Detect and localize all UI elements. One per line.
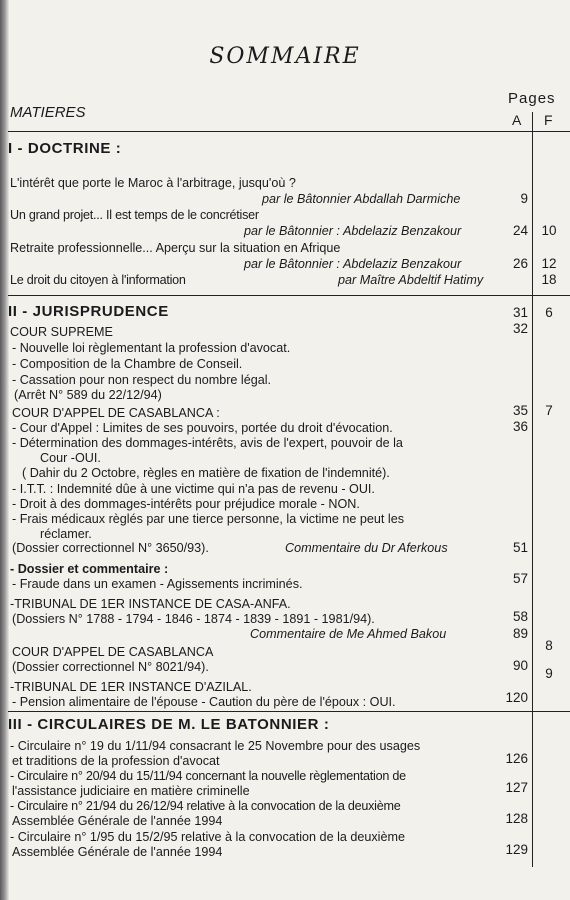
cour-appel-2-heading: COUR D'APPEL DE CASABLANCA <box>12 645 214 659</box>
circular-line: l'assistance judiciaire en matière criminelle <box>12 784 250 798</box>
entry-line: (Arrêt N° 589 du 22/12/94) <box>14 388 162 402</box>
page-a: 9 <box>520 191 528 206</box>
circular-line: Assemblée Générale de l'année 1994 <box>12 845 223 859</box>
pages-header: Pages <box>508 90 556 107</box>
tribunal-anfa-heading: -TRIBUNAL DE 1ER INSTANCE DE CASA-ANFA. <box>10 597 291 611</box>
page-f: 18 <box>541 272 557 287</box>
doctrine-title: Le droit du citoyen à l'information <box>10 273 186 287</box>
page-a: 32 <box>512 321 528 336</box>
entry-line: - I.T.T. : Indemnité dûe à une victime qui n'a pas de revenu - OUI. <box>12 482 375 496</box>
entry-line: - Détermination des dommages-intérêts, avis de l'expert, pouvoir de la <box>12 436 403 450</box>
cour-appel-heading: COUR D'APPEL DE CASABLANCA : <box>12 406 220 420</box>
circular-line: - Circulaire n° 1/95 du 15/2/95 relative à la convocation de la deuxième <box>10 830 405 844</box>
entry-line: (Dossier correctionnel N° 3650/93). <box>12 541 209 555</box>
entry-line: - Pension alimentaire de l'épouse - Caution du père de l'époux : OUI. <box>12 695 396 709</box>
entry-line: - Composition de la Chambre de Conseil. <box>12 357 243 371</box>
commentary-credit: Commentaire de Me Ahmed Bakou <box>250 627 447 641</box>
page-a: 128 <box>505 811 528 826</box>
section-circulaires-heading: III - CIRCULAIRES DE M. LE BATONNIER : <box>8 716 330 733</box>
section-jurisprudence-heading: II - JURISPRUDENCE <box>8 303 169 320</box>
header-rule <box>8 131 570 132</box>
entry-line: (Dossiers N° 1788 - 1794 - 1846 - 1874 - 1839 - 1891 - 1981/94). <box>12 612 375 626</box>
page-a: 58 <box>512 609 528 624</box>
entry-line: - Cour d'Appel : Limites de ses pouvoirs, portée du droit d'évocation. <box>12 421 393 435</box>
page-a: 26 <box>512 256 528 271</box>
page-a: 90 <box>512 658 528 673</box>
page-f: 7 <box>545 403 553 418</box>
entry-line: (Dossier correctionnel N° 8021/94). <box>12 660 209 674</box>
commentary-credit: Commentaire du Dr Aferkous <box>285 541 448 555</box>
tribunal-azilal-heading: -TRIBUNAL DE 1ER INSTANCE D'AZILAL. <box>10 680 252 694</box>
page-f: 10 <box>541 223 557 238</box>
page-a: 129 <box>505 842 528 857</box>
page-f: 6 <box>545 305 553 320</box>
doctrine-author: par le Bâtonnier Abdallah Darmiche <box>262 192 461 206</box>
section-rule <box>8 711 570 712</box>
entry-line: Cour -OUI. <box>40 451 101 465</box>
page-a: 31 <box>512 305 528 320</box>
page-a: 127 <box>505 780 528 795</box>
page-f: 9 <box>545 666 553 681</box>
column-f-header: F <box>544 112 553 128</box>
page-a: 24 <box>512 223 528 238</box>
doctrine-title: Un grand projet... Il est temps de le concrétiser <box>10 208 259 222</box>
entry-line: - Frais médicaux règlés par une tierce personne, la victime ne peut les <box>12 512 404 526</box>
column-a-header: A <box>512 112 522 128</box>
entry-line: - Fraude dans un examen - Agissements incriminés. <box>12 577 303 591</box>
circular-line: - Circulaire n° 20/94 du 15/11/94 concernant la nouvelle règlementation de <box>10 769 406 783</box>
doctrine-author: par le Bâtonnier : Abdelaziz Benzakour <box>244 224 462 238</box>
entry-line: - Cassation pour non respect du nombre légal. <box>12 373 272 387</box>
circular-line: et traditions de la profession d'avocat <box>12 754 220 768</box>
column-divider <box>532 112 533 867</box>
entry-line: - Nouvelle loi règlementant la profession d'avocat. <box>12 341 291 355</box>
matieres-header: MATIERES <box>10 104 86 121</box>
cour-supreme-heading: COUR SUPREME <box>10 325 113 339</box>
entry-line: ( Dahir du 2 Octobre, règles en matière de fixation de l'indemnité). <box>22 466 390 480</box>
doctrine-title: Retraite professionnelle... Aperçu sur la situation en Afrique <box>10 241 341 255</box>
circular-line: - Circulaire n° 21/94 du 26/12/94 relative à la convocation de la deuxième <box>10 799 401 813</box>
entry-line: - Droit à des dommages-intérêts pour préjudice morale - NON. <box>12 497 360 511</box>
doctrine-author: par le Bâtonnier : Abdelaziz Benzakour <box>244 257 462 271</box>
section-doctrine-heading: I - DOCTRINE : <box>8 140 122 157</box>
page-f: 8 <box>545 638 553 653</box>
page-a: 57 <box>512 571 528 586</box>
page-a: 36 <box>512 419 528 434</box>
page-a: 126 <box>505 751 528 766</box>
page-a: 89 <box>512 626 528 641</box>
page-a: 35 <box>512 403 528 418</box>
entry-line: réclamer. <box>40 527 92 541</box>
doctrine-title: L'intérêt que porte le Maroc à l'arbitrage, jusqu'où ? <box>10 176 296 190</box>
circular-line: - Circulaire n° 19 du 1/11/94 consacrant le 25 Novembre pour des usages <box>10 739 421 753</box>
dossier-heading: - Dossier et commentaire : <box>10 562 169 576</box>
binding-edge <box>0 0 9 900</box>
circular-line: Assemblée Générale de l'année 1994 <box>12 814 223 828</box>
page-a: 120 <box>505 690 528 705</box>
section-rule <box>8 295 570 296</box>
page-a: 51 <box>512 540 528 555</box>
page-title: SOMMAIRE <box>209 44 361 69</box>
page-f: 12 <box>541 256 557 271</box>
doctrine-author: par Maître Abdeltif Hatimy <box>338 273 484 287</box>
